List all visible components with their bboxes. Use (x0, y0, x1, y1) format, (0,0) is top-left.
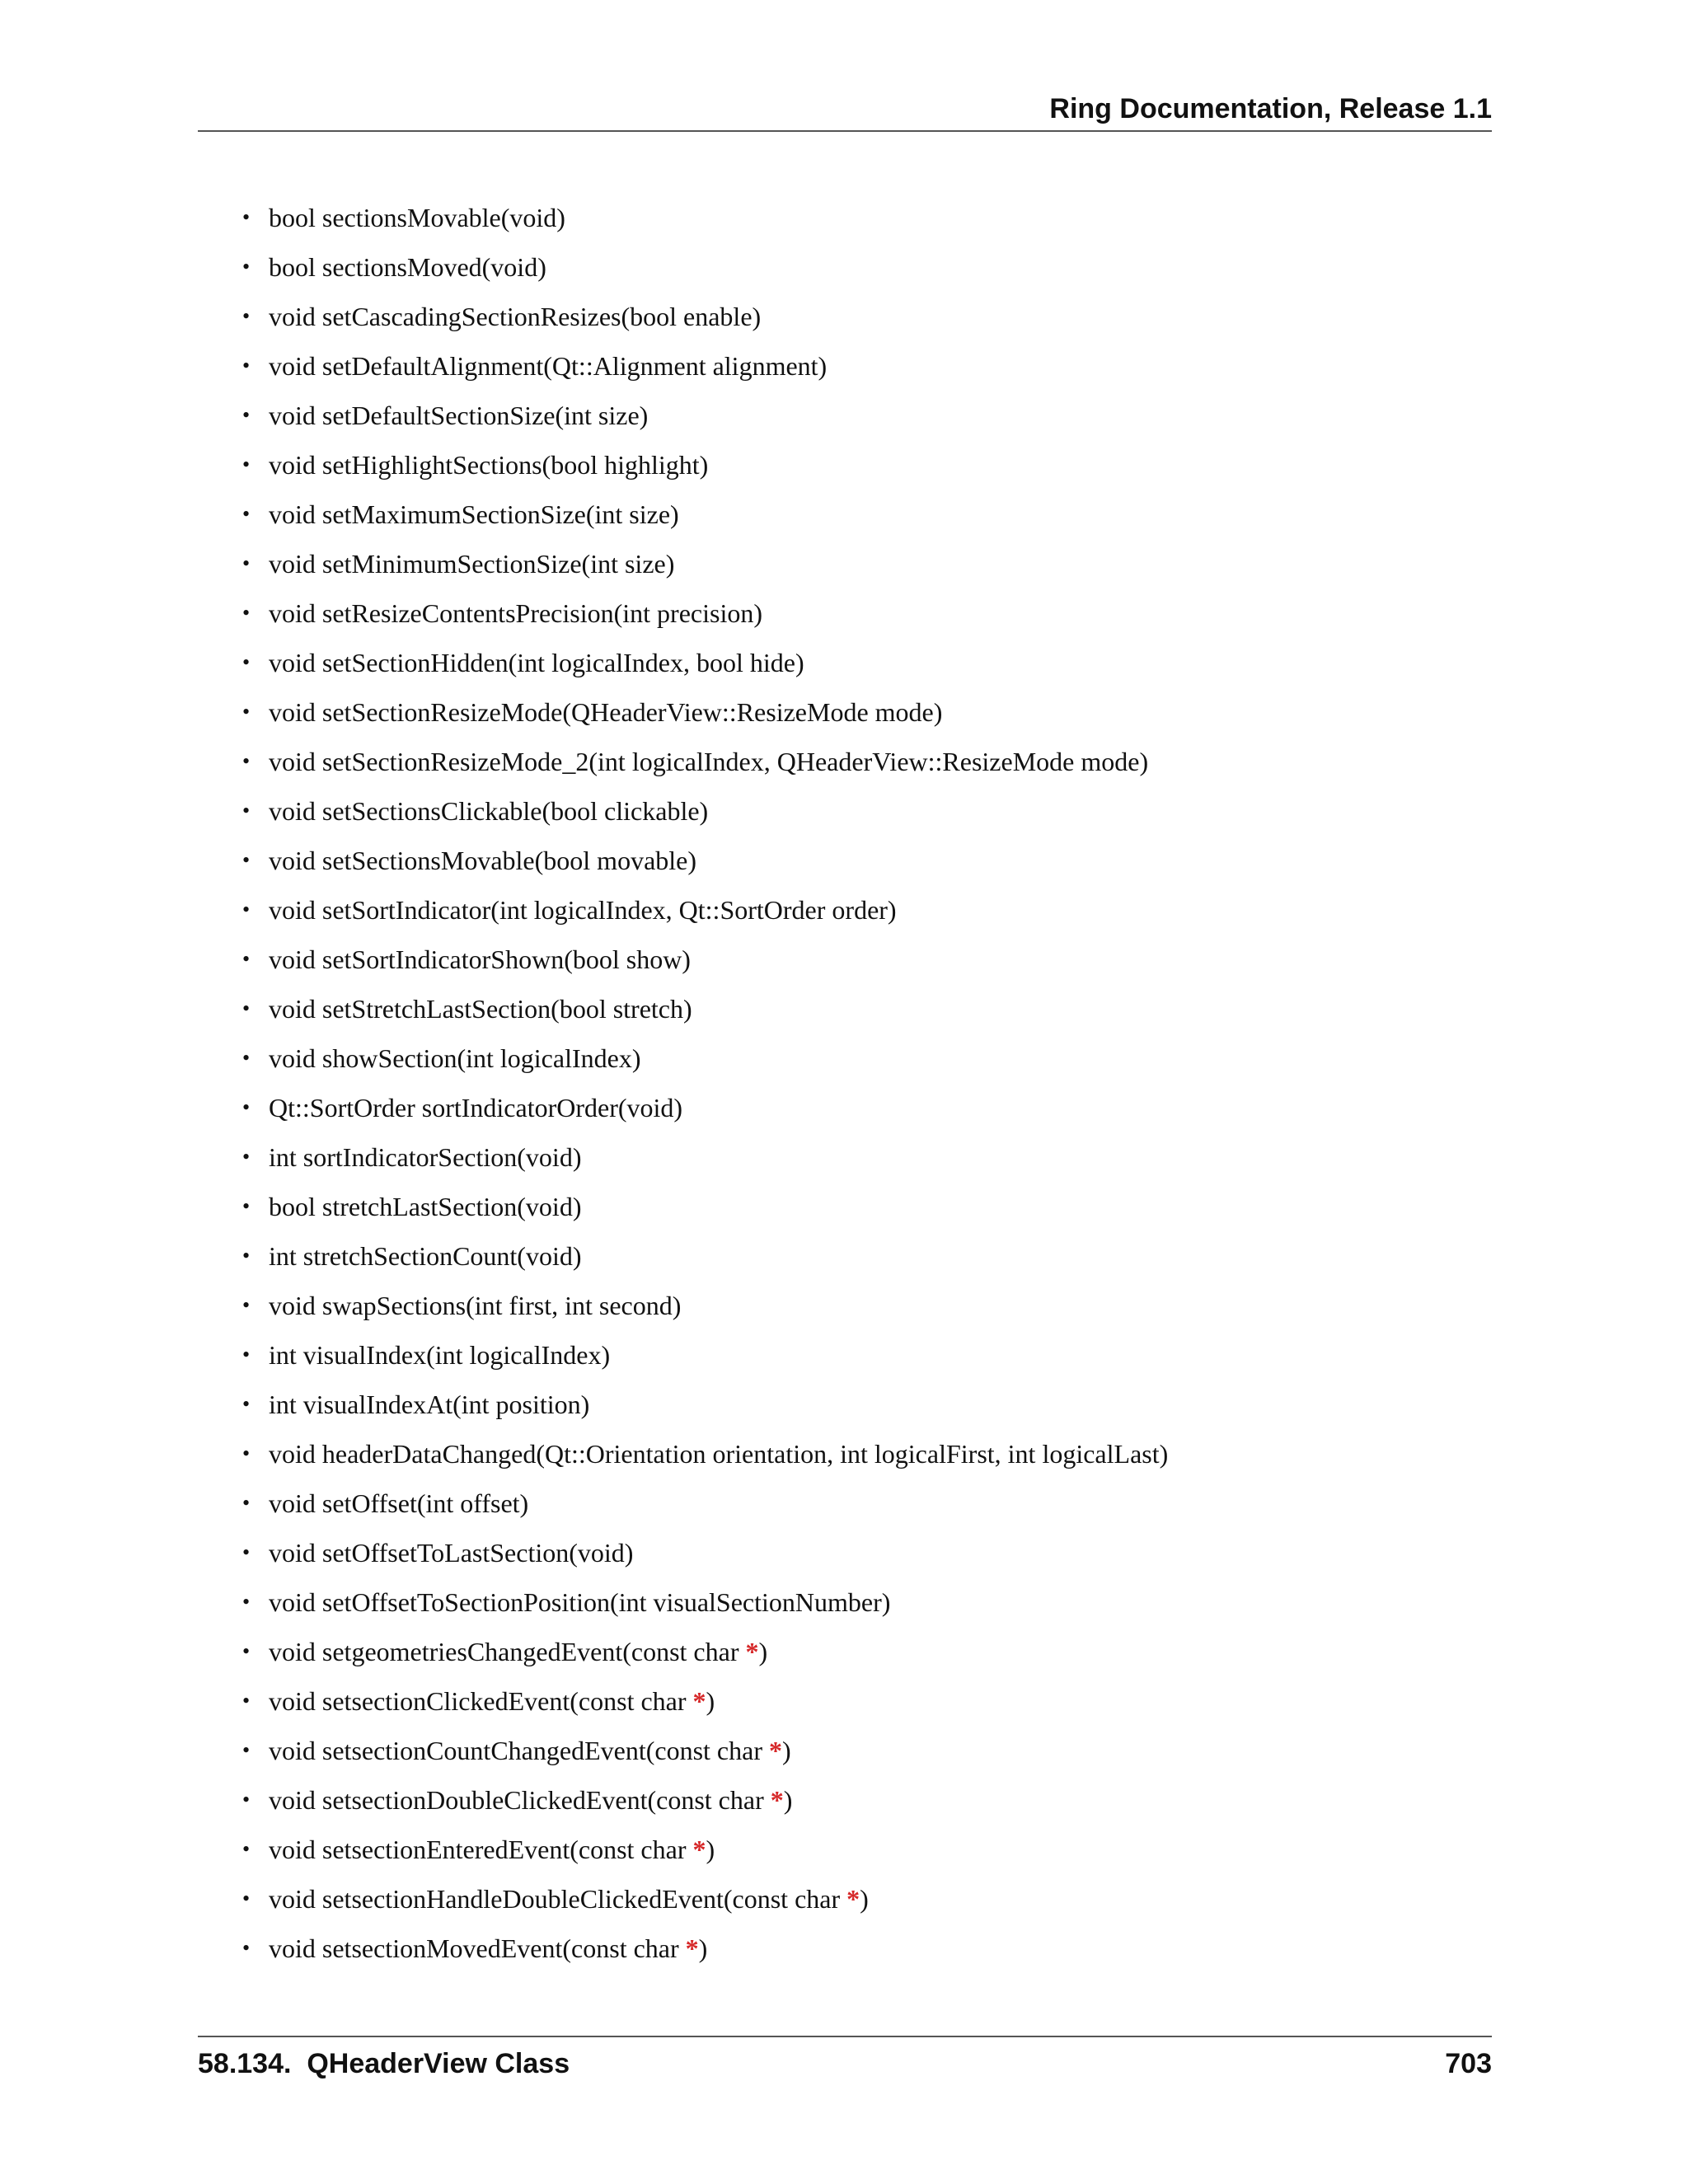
method-signature: int visualIndex(int logicalIndex) (269, 1340, 611, 1370)
method-item (239, 791, 1168, 841)
bullet-marker: • (242, 1392, 251, 1416)
bullet-marker: • (242, 601, 251, 625)
bullet-marker: • (242, 848, 251, 872)
bullet-marker: • (242, 452, 251, 476)
page-number: 703 (1445, 2048, 1492, 2079)
method-item (239, 198, 1168, 247)
method-signature-tail: ) (706, 1686, 715, 1716)
bullet-marker: • (242, 304, 251, 328)
page-header (198, 92, 1492, 132)
method-item (239, 1286, 1168, 1335)
pointer-star: * (745, 1637, 759, 1666)
method-signature: void setSortIndicator(int logicalIndex, Qt::SortOrder order) (269, 895, 897, 925)
bullet-marker: • (242, 354, 251, 377)
method-signature: void setDefaultSectionSize(int size) (269, 401, 649, 430)
pointer-star: * (685, 1933, 699, 1963)
bullet-marker: • (242, 749, 251, 773)
section-title: 58.134. QHeaderView Class (198, 2048, 570, 2079)
bullet-marker: • (242, 1540, 251, 1564)
bullet-marker: • (242, 502, 251, 526)
bullet-marker: • (242, 1244, 251, 1268)
method-item (239, 1582, 1168, 1632)
method-item (239, 692, 1168, 742)
method-signature: void setsectionClickedEvent(const char (269, 1686, 693, 1716)
method-signature: void setSectionsClickable(bool clickable) (269, 796, 709, 826)
method-item (239, 1681, 1168, 1731)
bullet-marker: • (242, 650, 251, 674)
method-signature: Qt::SortOrder sortIndicatorOrder(void) (269, 1093, 683, 1122)
method-signature: void setsectionMovedEvent(const char (269, 1933, 686, 1963)
pointer-star: * (692, 1686, 706, 1716)
method-item (239, 1187, 1168, 1236)
bullet-marker: • (242, 1095, 251, 1119)
method-signature: void setSortIndicatorShown(bool show) (269, 944, 691, 974)
method-signature: int sortIndicatorSection(void) (269, 1142, 582, 1172)
method-signature: void setsectionDoubleClickedEvent(const char (269, 1785, 771, 1815)
method-signature: bool sectionsMovable(void) (269, 203, 565, 232)
method-item (239, 1088, 1168, 1137)
method-signature: void setDefaultAlignment(Qt::Alignment alignment) (269, 351, 828, 381)
bullet-marker: • (242, 1491, 251, 1515)
method-signature: void setMinimumSectionSize(int size) (269, 549, 675, 579)
method-item (239, 1632, 1168, 1681)
bullet-marker: • (242, 1590, 251, 1614)
method-signature-tail: ) (706, 1835, 715, 1864)
method-item (239, 494, 1168, 544)
method-item (239, 297, 1168, 346)
bullet-marker: • (242, 1194, 251, 1218)
method-signature: void setOffsetToSectionPosition(int visualSectionNumber) (269, 1587, 891, 1617)
method-signature: void setSectionResizeMode(QHeaderView::ResizeMode mode) (269, 697, 943, 727)
method-item (239, 1533, 1168, 1582)
method-item (239, 841, 1168, 890)
method-signature: void setgeometriesChangedEvent(const char (269, 1637, 746, 1666)
bullet-marker: • (242, 700, 251, 724)
bullet-marker: • (242, 1293, 251, 1317)
bullet-marker: • (242, 1639, 251, 1663)
bullet-marker: • (242, 1441, 251, 1465)
method-item (239, 445, 1168, 494)
method-signature-tail: ) (783, 1785, 793, 1815)
method-item (239, 890, 1168, 940)
method-item (239, 1731, 1168, 1780)
method-item (239, 989, 1168, 1038)
method-item (239, 742, 1168, 791)
bullet-marker: • (242, 996, 251, 1020)
bullet-marker: • (242, 1936, 251, 1960)
method-item (239, 1038, 1168, 1088)
method-signature-tail: ) (781, 1736, 791, 1765)
pointer-star: * (692, 1835, 706, 1864)
bullet-marker: • (242, 947, 251, 971)
method-item (239, 346, 1168, 396)
method-signature: void setsectionCountChangedEvent(const char (269, 1736, 769, 1765)
bullet-marker: • (242, 255, 251, 279)
bullet-marker: • (242, 1788, 251, 1811)
method-item (239, 1780, 1168, 1830)
method-signature: void setSectionResizeMode_2(int logicalIndex, QHeaderView::ResizeMode mode) (269, 747, 1149, 776)
method-signature: void setHighlightSections(bool highlight) (269, 450, 709, 480)
bullet-marker: • (242, 898, 251, 921)
method-signature: bool stretchLastSection(void) (269, 1192, 582, 1221)
method-signature: bool sectionsMoved(void) (269, 252, 546, 282)
bullet-marker: • (242, 403, 251, 427)
pointer-star: * (768, 1736, 782, 1765)
method-signature: void setOffset(int offset) (269, 1488, 529, 1518)
method-item (239, 643, 1168, 692)
method-signature-tail: ) (698, 1933, 708, 1963)
method-item (239, 1385, 1168, 1434)
bullet-marker: • (242, 1738, 251, 1762)
method-item (239, 1434, 1168, 1483)
method-signature: void headerDataChanged(Qt::Orientation orientation, int logicalFirst, int logicalLast) (269, 1439, 1169, 1469)
method-signature: void setMaximumSectionSize(int size) (269, 499, 679, 529)
method-item (239, 544, 1168, 593)
bullet-marker: • (242, 799, 251, 823)
method-signature: void setStretchLastSection(bool stretch) (269, 994, 692, 1024)
method-signature: void setOffsetToLastSection(void) (269, 1538, 634, 1568)
page-footer (198, 2036, 1492, 2079)
bullet-marker: • (242, 205, 251, 229)
method-signature: void setSectionsMovable(bool movable) (269, 846, 697, 875)
method-signature: void showSection(int logicalIndex) (269, 1043, 641, 1073)
bullet-marker: • (242, 1689, 251, 1713)
method-item (239, 593, 1168, 643)
method-signature: void setsectionEnteredEvent(const char (269, 1835, 693, 1864)
method-item (239, 1236, 1168, 1286)
method-item (239, 1483, 1168, 1533)
method-signature: void setCascadingSectionResizes(bool enable) (269, 302, 762, 331)
method-item (239, 396, 1168, 445)
method-signature-tail: ) (758, 1637, 768, 1666)
method-item (239, 1830, 1168, 1879)
method-item (239, 1137, 1168, 1187)
bullet-marker: • (242, 1886, 251, 1910)
method-signature: void setSectionHidden(int logicalIndex, bool hide) (269, 648, 804, 677)
method-item (239, 1879, 1168, 1929)
bullet-marker: • (242, 1046, 251, 1070)
bullet-marker: • (242, 1837, 251, 1861)
method-signature-tail: ) (860, 1884, 869, 1914)
document-title: Ring Documentation, Release 1.1 (1049, 93, 1492, 124)
method-item (239, 1929, 1168, 1978)
method-signature: void setsectionHandleDoubleClickedEvent(const char (269, 1884, 847, 1914)
method-item (239, 247, 1168, 297)
pointer-star: * (846, 1884, 860, 1914)
method-list (239, 198, 1168, 1978)
method-signature: void setResizeContentsPrecision(int precision) (269, 598, 762, 628)
method-item (239, 1335, 1168, 1385)
method-signature: void swapSections(int first, int second) (269, 1291, 682, 1320)
bullet-marker: • (242, 1145, 251, 1169)
method-item (239, 940, 1168, 989)
pointer-star: * (770, 1785, 784, 1815)
method-signature: int stretchSectionCount(void) (269, 1241, 582, 1271)
method-signature: int visualIndexAt(int position) (269, 1390, 590, 1419)
bullet-marker: • (242, 1343, 251, 1366)
bullet-marker: • (242, 551, 251, 575)
